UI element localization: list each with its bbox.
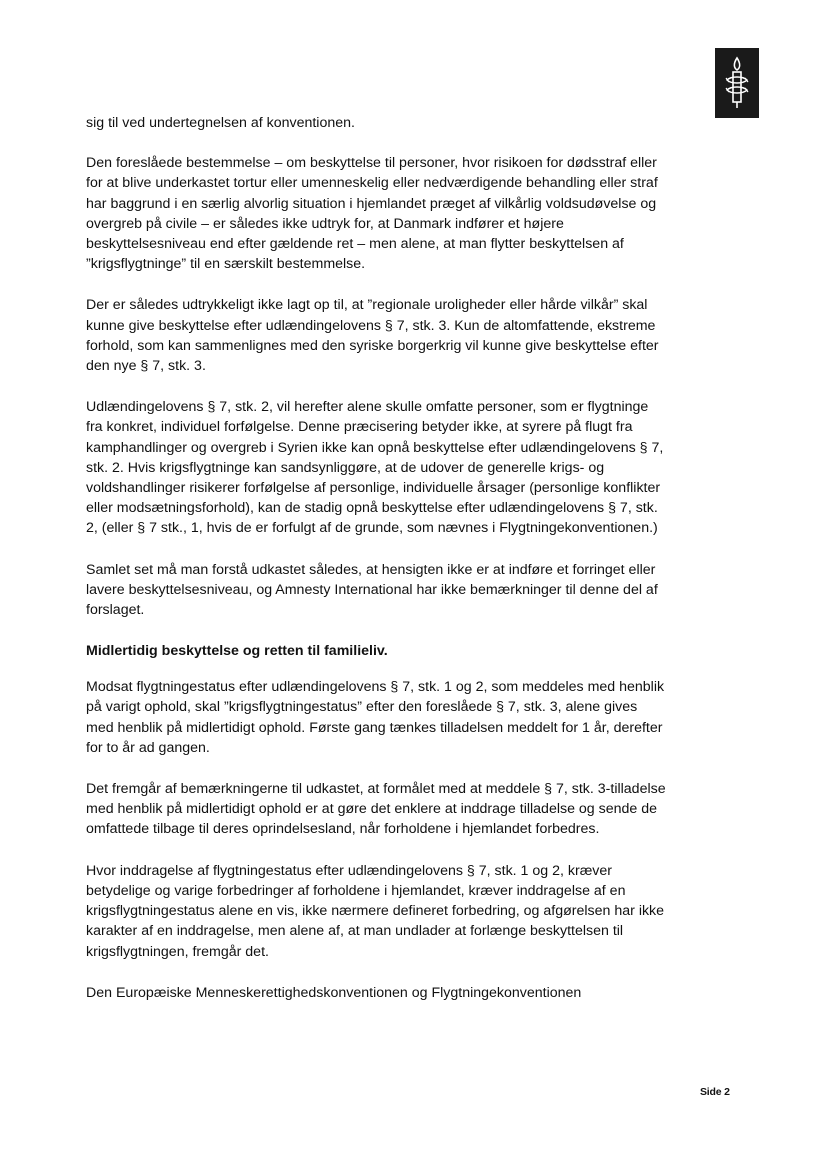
paragraph-revocation: Hvor inddragelse af flygtningestatus efter udlændingelovens § 7, stk. 1 og 2, kræver betydelige og varige forbedringer af forholdene i hjemlandet, kræver inddragelse af en krigsflygtningestatus alene en vis, ikke nærmere defineret forbedring, og afgørelsen har ikke karakter af en inddragelse, men alene af, at man undlader at forlænge beskyttelsen til krigsflygtningen, fremgår det. xyxy=(86,862,665,960)
paragraph-proposed-provision: Den foreslåede bestemmelse – om beskyttelse til personer, hvor risikoen for dødsstraf eller for at blive underkastet tortur eller umenneskelig eller nedværdigende behandling eller straf har baggrund i en særlig alvorlig situation i hjemlandet præget af vilkårlig voldsudøvelse og overgreb på civile – er således ikke udtryk for, at Danmark indfører et højere beskyttelsesniveau end efter gældende ret – men alene, at man flytter beskyttelsen af ”krigsflygtninge” til en særskilt bestemmelse. xyxy=(86,155,658,273)
document-body xyxy=(86,113,666,1024)
paragraph-intro-tail: sig til ved undertegnelsen af konventionen. xyxy=(86,115,355,131)
section-heading-temporary-protection: Midlertidig beskyttelse og retten til familieliv. xyxy=(86,643,388,660)
amnesty-logo xyxy=(715,48,759,118)
paragraph-purpose-temporary: Det fremgår af bemærkningerne til udkastet, at formålet med at meddele § 7, stk. 3-tilladelse med henblik på midlertidigt ophold er at gøre det enklere at inddrage tilladelse og sende de omfattede tilbage til deres oprindelsesland, når forholdene i hjemlandet forbedres. xyxy=(86,781,666,838)
page-number: Side 2 xyxy=(700,1086,730,1098)
candle-barbed-wire-icon xyxy=(715,48,759,118)
paragraph-refugee-status-contrast: Modsat flygtningestatus efter udlændingelovens § 7, stk. 1 og 2, som meddeles med henblik på varigt ophold, skal ”krigsflygtningestatus” efter den foreslåede § 7, stk. 3, alene gives med henblik på midlertidigt ophold. Første gang tænkes tilladelsen meddelt for 1 år, derefter for to år ad gangen. xyxy=(86,679,665,756)
paragraph-section-7-2: Udlændingelovens § 7, stk. 2, vil herefter alene skulle omfatte personer, som er flygtninge fra konkret, individuel forfølgelse. Denne præcisering betyder ikke, at syrere på flugt fra kamphandlinger og overgreb i Syrien ikke kan opnå beskyttelse efter udlændingelovens § 7, stk. 2. Hvis krigsflygtninge kan sandsynliggøre, at de udover de generelle krigs- og voldshandlinger risikerer forfølgelse af personlige, individuelle årsager (personlige konflikter eller modsætningsforhold), kan de stadig opnå beskyttelse efter udlændingelovens § 7, stk. 2, (eller § 7 stk., 1, hvis de er forfulgt af de grunde, som nævnes i Flygtningekonventionen.) xyxy=(86,399,664,537)
paragraph-not-regional-unrest: Der er således udtrykkeligt ikke lagt op til, at ”regionale uroligheder eller hårde vilkår” skal kunne give beskyttelse efter udlændingelovens § 7, stk. 3. Kun de altomfattende, ekstreme forhold, som kan sammenlignes med den syriske borgerkrig vil kunne give beskyttelse efter den nye § 7, stk. 3. xyxy=(86,297,659,375)
paragraph-overall-assessment: Samlet set må man forstå udkastet således, at hensigten ikke er at indføre et forringet eller lavere beskyttelsesniveau, og Amnesty International har ikke bemærkninger til denne del af forslaget. xyxy=(86,561,658,619)
paragraph-conventions: Den Europæiske Menneskerettighedskonventionen og Flygtningekonventionen xyxy=(86,984,582,1001)
